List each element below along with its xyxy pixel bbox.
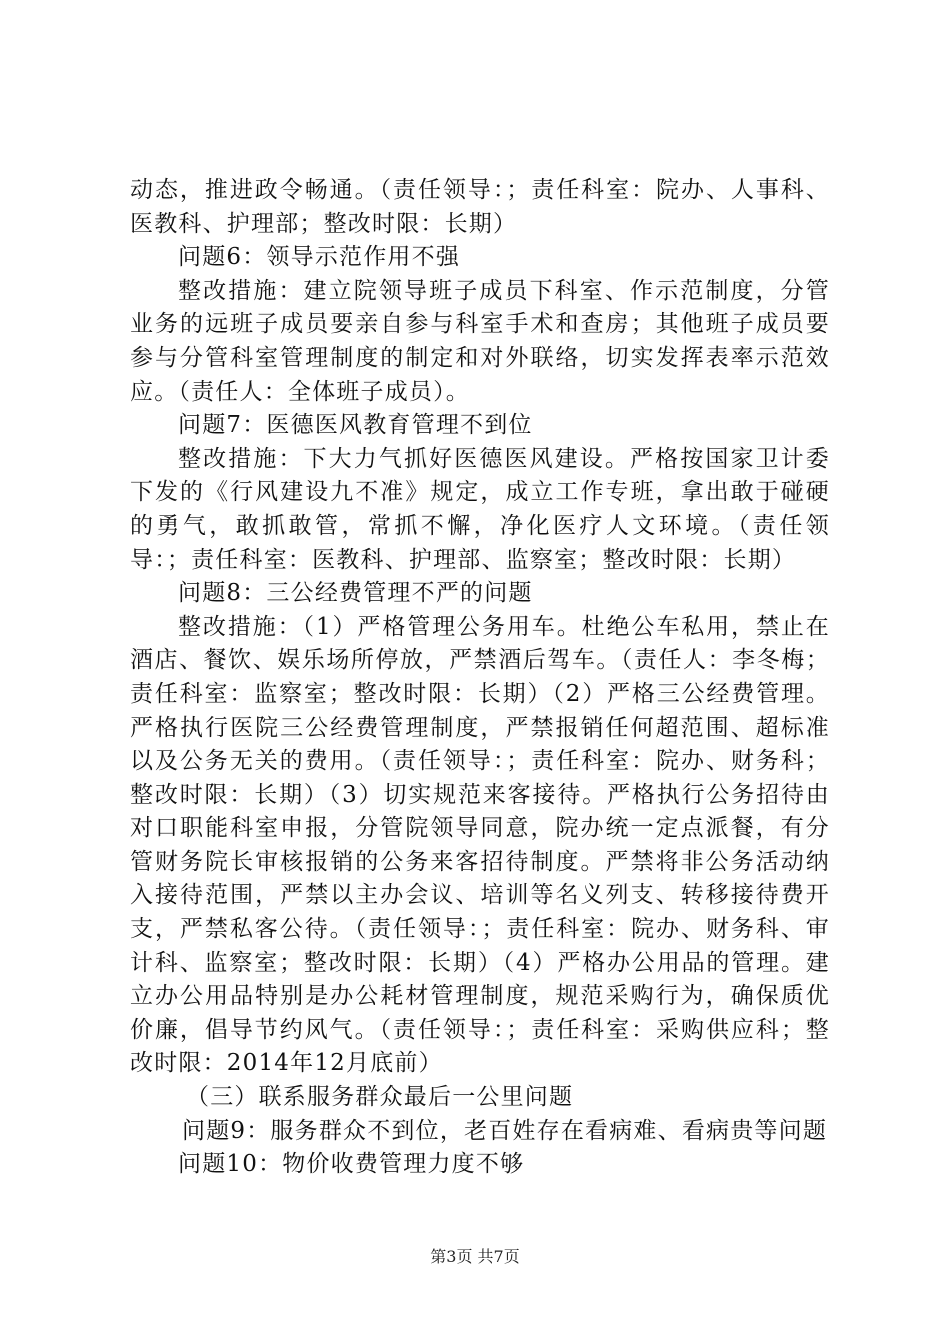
section-heading-3: （三）联系服务群众最后一公里问题	[186, 1084, 574, 1111]
measure-6: 整改措施：建立院领导班子成员下科室、作示范制度，分管业务的远班子成员要亲自参与科室手术和查房；其他班子成员要参与分管科室管理制度的制定和对外联络，切实发挥表率示范效应。（责任人：全体班子成员）。	[130, 277, 830, 405]
document-body	[130, 174, 830, 1182]
question-7: 问题7：医德医风教育管理不到位	[178, 412, 533, 439]
question-8: 问题8：三公经费管理不严的问题	[178, 580, 533, 607]
page-footer	[0, 1244, 950, 1267]
question-9: 问题9：服务群众不到位，老百姓存在看病难、看病贵等问题	[182, 1117, 828, 1144]
question-6: 问题6：领导示范作用不强	[178, 244, 461, 271]
question-10: 问题10：物价收费管理力度不够	[178, 1151, 525, 1178]
paragraph-continuation: 动态，推进政令畅通。（责任领导：；责任科室：院办、人事科、医教科、护理部；整改时限：长期）	[130, 177, 830, 237]
measure-7: 整改措施：下大力气抓好医德医风建设。严格按国家卫计委下发的《行风建设九不准》规定，成立工作专班，拿出敢于碰硬的勇气，敢抓敢管，常抓不懈，净化医疗人文环境。（责任领导：；责任科室：医教科、护理部、监察室；整改时限：长期）	[130, 445, 830, 573]
page-number-label: 第3页 共7页	[430, 1247, 520, 1266]
measure-8: 整改措施：（1）严格管理公务用车。杜绝公车私用，禁止在酒店、餐饮、娱乐场所停放，严禁酒后驾车。（责任人：李冬梅；责任科室：监察室；整改时限：长期）（2）严格三公经费管理。严格执行医院三公经费管理制度，严禁报销任何超范围、超标准以及公务无关的费用。（责任领导：；责任科室：院办、财务科；整改时限：长期）（3）切实规范来客接待。严格执行公务招待由对口职能科室申报，分管院领导同意，院办统一定点派餐，有分管财务院长审核报销的公务来客招待制度。严禁将非公务活动纳入接待范围，严禁以主办会议、培训等名义列支、转移接待费开支，严禁私客公待。（责任领导：；责任科室：院办、财务科、审计科、监察室；整改时限：长期）（4）严格办公用品的管理。建立办公用品特别是办公耗材管理制度，规范采购行为，确保质优价廉，倡导节约风气。（责任领导：；责任科室：采购供应科；整改时限：2014年12月底前）	[130, 613, 830, 1077]
